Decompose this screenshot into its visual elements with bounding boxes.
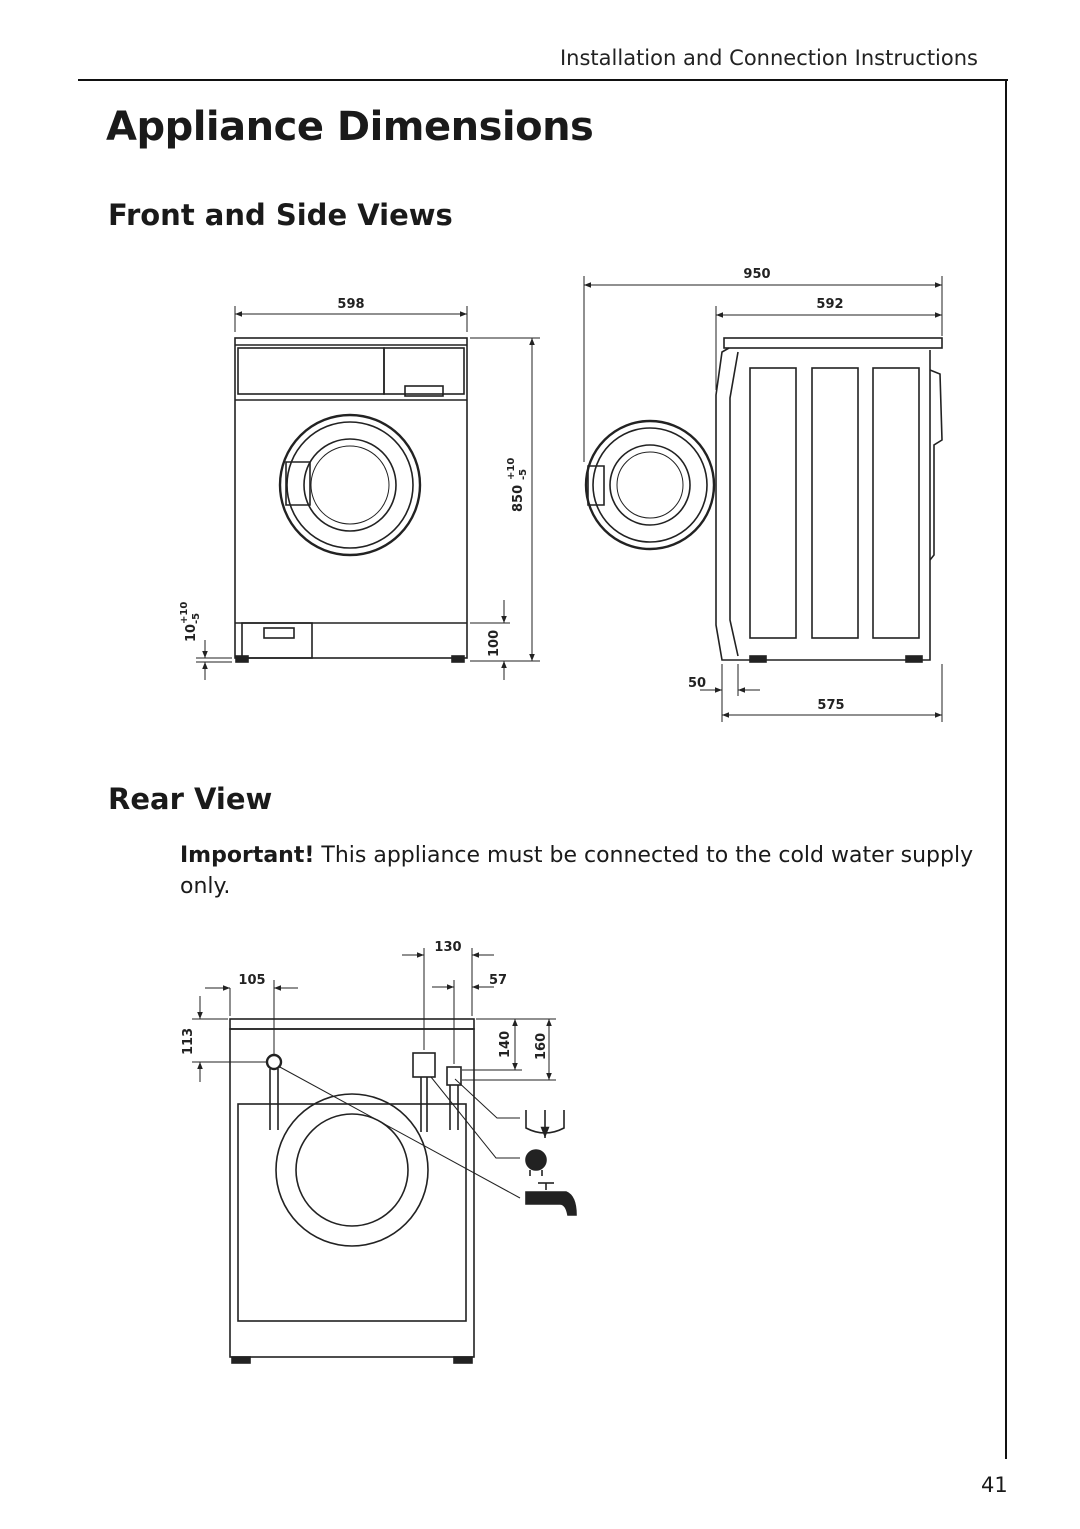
rear-drum-outline [276,1094,428,1246]
side-panel-2 [812,368,858,638]
plug-icon [526,1150,546,1176]
side-door-offset-label: 50 [687,676,707,691]
front-door-outer-ring [280,415,420,555]
front-door-glass [304,439,396,531]
section-heading-front-side: Front and Side Views [108,198,453,232]
front-foot-left [236,656,248,662]
front-view-drawing [196,306,540,680]
drain-symbol-icon [526,1110,564,1138]
front-height-label: 850 [511,484,526,512]
side-open-door-glass [610,445,690,525]
page-number: 41 [981,1473,1008,1497]
front-plinth-label: 100 [487,629,502,657]
side-cabinet-outline [716,348,930,660]
rear-span-label: 130 [434,940,462,955]
front-height-tol-plus: +10 [506,457,517,480]
side-base-depth-label: 575 [817,698,845,713]
rear-height-a-label: 140 [498,1030,513,1058]
important-label: Important! [180,843,315,868]
side-open-depth-label: 950 [743,267,771,282]
section-heading-rear: Rear View [108,782,273,816]
mains-cable-box [413,1053,435,1077]
running-header: Installation and Connection Instructions [559,46,978,70]
rear-top-lid [230,1019,474,1029]
front-foot-label: 10 [184,623,199,642]
rear-view-drawing [192,948,576,1363]
rear-height-b-label: 160 [534,1032,549,1060]
detergent-drawer [384,348,464,394]
water-tap-icon [526,1183,576,1215]
side-top-lid [724,338,942,348]
important-text: This appliance must be connected to the cold water supply only. [180,843,974,899]
side-view-drawing [584,276,942,722]
rear-cabinet-outline [230,1029,474,1357]
side-panel-1 [750,368,796,638]
side-depth-label: 592 [816,297,844,312]
rear-top-offset-label: 113 [181,1027,196,1055]
front-foot-tol-minus: -5 [191,612,202,624]
front-height-tol-minus: -5 [518,468,529,480]
page-title: Appliance Dimensions [106,104,594,150]
rear-panel [238,1104,466,1321]
front-width-label: 598 [337,297,365,312]
rear-left-offset-label: 105 [238,973,266,988]
side-panel-3 [873,368,919,638]
front-foot-tol-plus: +10 [179,601,190,624]
control-panel [238,348,384,394]
side-open-door-outer [586,421,714,549]
front-foot-right [452,656,464,662]
rear-gap-label: 57 [488,973,508,988]
